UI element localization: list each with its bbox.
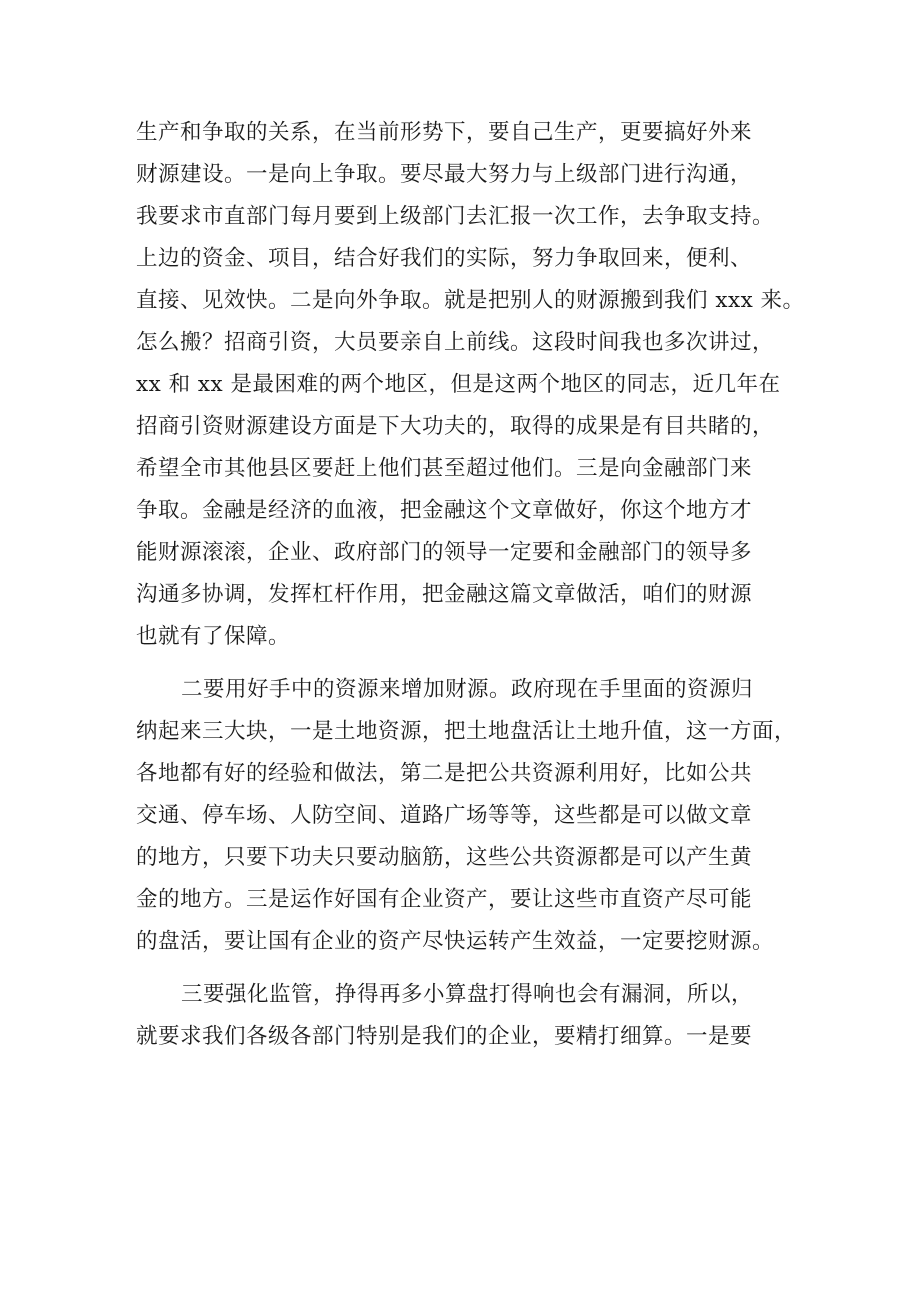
text-line: 纳起来三大块，一是土地资源，把土地盘活让土地升值，这一方面， <box>136 719 797 744</box>
text-line: 财源建设。一是向上争取。要尽最大努力与上级部门进行沟通， <box>136 162 753 187</box>
paragraph-first-line: 二要用好手中的资源来增加财源。政府现在手里面的资源归 <box>181 677 754 702</box>
text-line: 上边的资金、项目，结合好我们的实际，努力争取回来，便利、 <box>136 246 753 271</box>
text-line: 交通、停车场、人防空间、道路广场等等，这些都是可以做文章 <box>136 803 753 828</box>
text-line: 能财源滚滚，企业、政府部门的领导一定要和金融部门的领导多 <box>136 540 753 565</box>
text-line: 就要求我们各级各部门特别是我们的企业，要精打细算。一是要 <box>136 1024 753 1049</box>
text-line: 各地都有好的经验和做法，第二是把公共资源利用好，比如公共 <box>136 761 753 786</box>
text-line: 沟通多协调，发挥杠杆作用，把金融这篇文章做活，咱们的财源 <box>136 582 753 607</box>
text-line: 的盘活，要让国有企业的资产尽快运转产生效益，一定要挖财源。 <box>136 929 775 954</box>
text-line: 怎么搬？招商引资，大员要亲自上前线。这段时间我也多次讲过， <box>136 330 775 355</box>
text-line: 直接、见效快。二是向外争取。就是把别人的财源搬到我们 xxx 来。 <box>136 288 805 313</box>
text-line: 争取。金融是经济的血液，把金融这个文章做好，你这个地方才 <box>136 498 753 523</box>
text-line: 招商引资财源建设方面是下大功夫的，取得的成果是有目共睹的， <box>136 414 775 439</box>
document-body <box>136 112 806 1058</box>
text-line: xx 和 xx 是最困难的两个地区，但是这两个地区的同志，近几年在 <box>136 372 781 397</box>
text-line: 生产和争取的关系，在当前形势下，要自己生产，更要搞好外来 <box>136 120 753 145</box>
paragraph-first-line: 三要强化监管，挣得再多小算盘打得响也会有漏洞，所以， <box>181 982 754 1007</box>
text-line: 也就有了保障。 <box>136 624 291 649</box>
text-line: 的地方，只要下功夫只要动脑筋，这些公共资源都是可以产生黄 <box>136 845 753 870</box>
text-line: 我要求市直部门每月要到上级部门去汇报一次工作，去争取支持。 <box>136 204 775 229</box>
text-line: 希望全市其他县区要赶上他们甚至超过他们。三是向金融部门来 <box>136 456 753 481</box>
text-line: 金的地方。三是运作好国有企业资产，要让这些市直资产尽可能 <box>136 887 753 912</box>
